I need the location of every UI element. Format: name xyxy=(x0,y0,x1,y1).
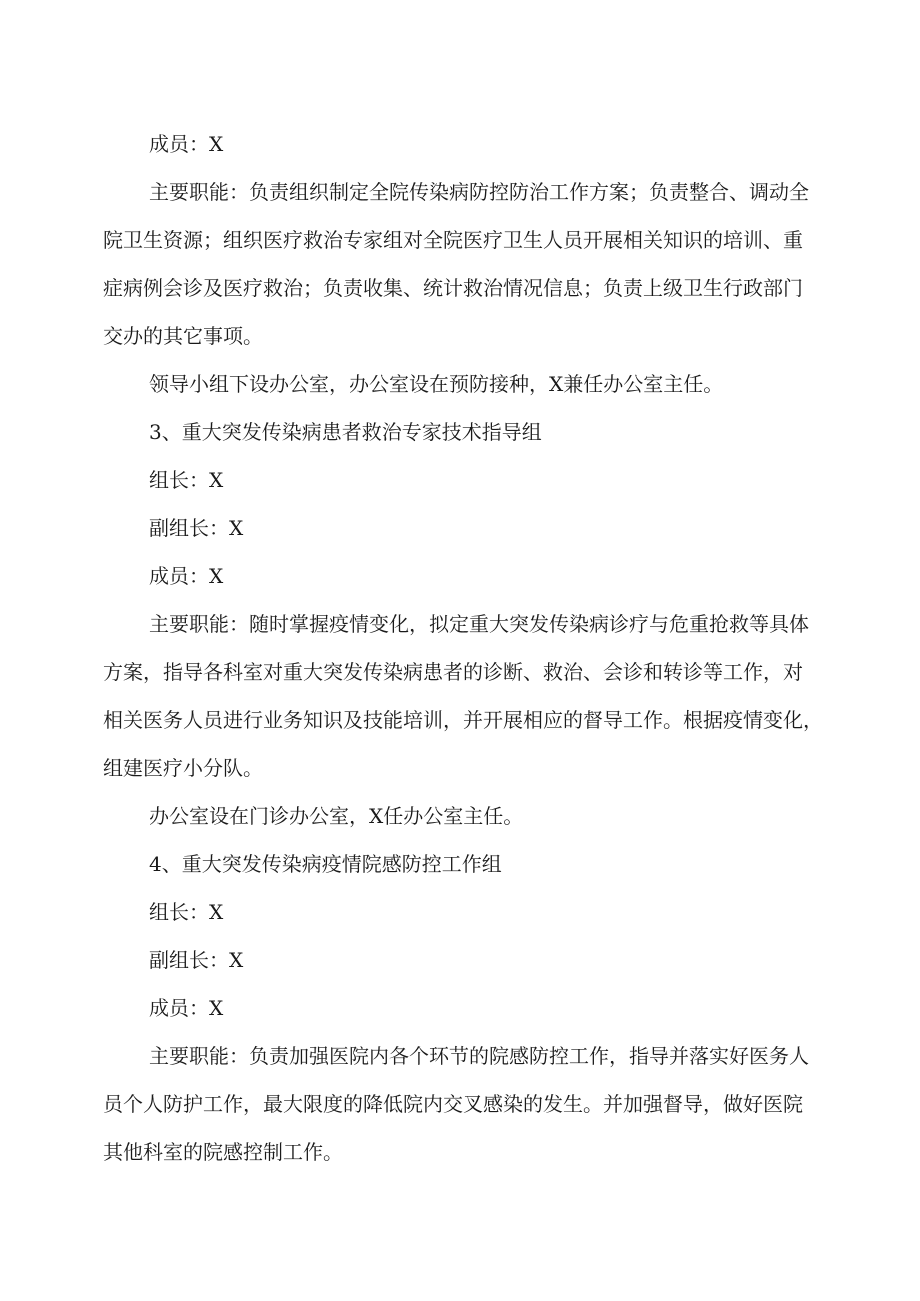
duties-4-line-3: 其他科室的院感控制工作。 xyxy=(103,1140,343,1164)
section-3-deputy: 副组长：X xyxy=(149,516,244,540)
section-4-heading: 4、重大突发传染病疫情院感防控工作组 xyxy=(149,852,502,876)
duties-paragraph-3 xyxy=(103,600,823,792)
office-note-1: 领导小组下设办公室，办公室设在预防接种，X兼任办公室主任。 xyxy=(149,372,724,396)
duties-4-line-1: 主要职能：负责加强医院内各个环节的院感防控工作，指导并落实好医务人 xyxy=(149,1044,809,1068)
duties-1-line-1: 主要职能：负责组织制定全院传染病防控防治工作方案；负责整合、调动全 xyxy=(149,180,809,204)
section-3-members: 成员：X xyxy=(149,564,224,588)
document-body xyxy=(103,120,823,1176)
section-4-deputy: 副组长：X xyxy=(149,948,244,972)
members-line-1: 成员：X xyxy=(149,132,224,156)
duties-1-line-3: 症病例会诊及医疗救治；负责收集、统计救治情况信息；负责上级卫生行政部门 xyxy=(103,276,803,300)
duties-4-line-2: 员个人防护工作，最大限度的降低院内交叉感染的发生。并加强督导，做好医院 xyxy=(103,1092,803,1116)
duties-1-line-2: 院卫生资源；组织医疗救治专家组对全院医疗卫生人员开展相关知识的培训、重 xyxy=(103,228,803,252)
duties-3-line-4: 组建医疗小分队。 xyxy=(103,756,263,780)
duties-3-line-3: 相关医务人员进行业务知识及技能培训，并开展相应的督导工作。根据疫情变化， xyxy=(103,708,823,732)
duties-3-line-2: 方案，指导各科室对重大突发传染病患者的诊断、救治、会诊和转诊等工作，对 xyxy=(103,660,803,684)
section-4-members: 成员：X xyxy=(149,996,224,1020)
duties-paragraph-1 xyxy=(103,168,823,360)
section-4-leader: 组长：X xyxy=(149,900,224,924)
duties-paragraph-4 xyxy=(103,1032,823,1176)
section-3-leader: 组长：X xyxy=(149,468,224,492)
office-note-3: 办公室设在门诊办公室，X任办公室主任。 xyxy=(149,804,524,828)
section-3-heading: 3、重大突发传染病患者救治专家技术指导组 xyxy=(149,420,542,444)
duties-1-line-4: 交办的其它事项。 xyxy=(103,324,263,348)
duties-3-line-1: 主要职能：随时掌握疫情变化，拟定重大突发传染病诊疗与危重抢救等具体 xyxy=(149,612,809,636)
